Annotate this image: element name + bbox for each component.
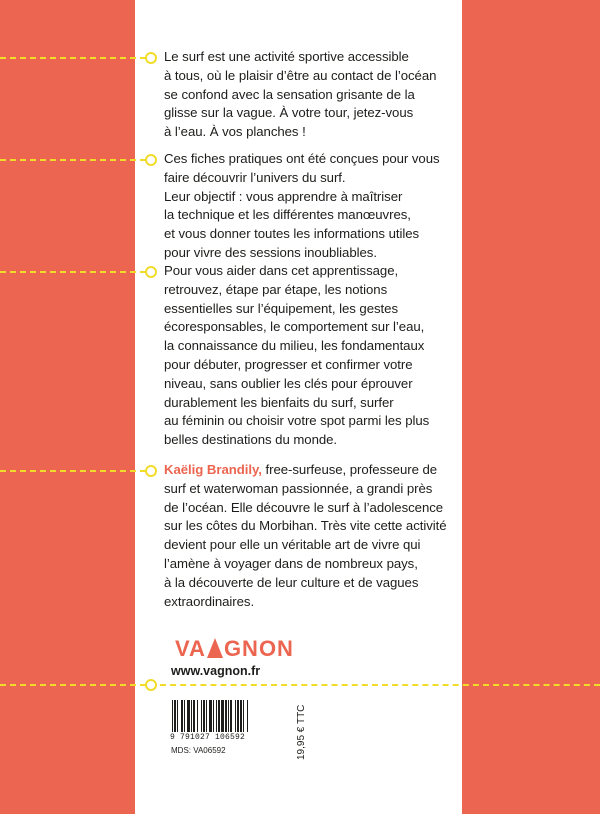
text-line: Leur objectif : vous apprendre à maîtriser — [164, 188, 403, 204]
barcode-bar — [174, 700, 176, 732]
text-line: devient pour elle un véritable art de vivre qui — [164, 537, 421, 553]
text-line: la technique et les différentes manœuvres, — [164, 207, 411, 223]
text-line: belles destinations du monde. — [164, 432, 338, 448]
text-line: Pour vous aider dans cet apprentissage, — [164, 263, 399, 278]
content-paragraph — [164, 262, 454, 450]
dashed-line — [0, 57, 146, 59]
barcode-bar — [209, 700, 212, 732]
text-line — [164, 461, 454, 480]
text-line: Le surf est une activité sportive accessible — [164, 49, 409, 64]
barcode-bar — [203, 700, 205, 732]
connector-marker-1 — [0, 52, 160, 64]
barcode-bar — [184, 700, 185, 732]
text-line: surf et waterwoman passionnée, a grandi près — [164, 480, 433, 496]
isbn-number: 9 791027 106592 — [170, 733, 246, 742]
barcode-bar — [221, 700, 224, 732]
text-line: la connaissance du milieu, les fondamentaux — [164, 338, 425, 354]
connector-marker-3 — [0, 266, 160, 278]
text-line: l’amène à voyager dans de nombreux pays, — [164, 555, 418, 571]
dashed-line — [0, 470, 146, 472]
price-text: 19,95 € TTC — [296, 704, 307, 760]
publisher-logo — [175, 636, 294, 662]
intro-paragraph — [164, 48, 454, 142]
dashed-line — [160, 684, 600, 686]
text-line: à tous, où le plaisir d’être au contact de l’océan — [164, 67, 437, 83]
text-line: à l’eau. À vos planches ! — [164, 124, 306, 140]
text-line: se confond avec la sensation grisante de la — [164, 86, 415, 102]
barcode-bar — [172, 700, 173, 732]
barcode-bar — [230, 700, 232, 732]
objective-paragraph — [164, 150, 454, 263]
barcode-bar — [216, 700, 217, 732]
text-line: sur les côtes du Morbihan. Très vite cette activité — [164, 518, 447, 534]
barcode-block — [170, 700, 280, 744]
barcode-icon — [170, 700, 278, 732]
text-line: niveau, sans oublier les clés pour éprouver — [164, 375, 413, 391]
barcode-bar — [193, 700, 195, 732]
text-line: Ces fiches pratiques ont été conçues pour vous — [164, 151, 440, 166]
barcode-bar — [247, 700, 248, 732]
barcode-bar — [235, 700, 236, 732]
text-line: et vous donner toutes les informations utiles — [164, 226, 420, 242]
barcode-bar — [213, 700, 214, 732]
author-line-rest: free-surfeuse, professeure de — [261, 462, 438, 477]
text-line: au féminin ou choisir votre spot parmi les plus — [164, 413, 430, 429]
dashed-line — [0, 271, 146, 273]
barcode-bar — [228, 700, 229, 732]
circle-bullet-icon — [145, 679, 157, 691]
text-line: faire découvrir l’univers du surf. — [164, 169, 346, 185]
text-line: extraordinaires. — [164, 593, 255, 609]
circle-bullet-icon — [145, 266, 157, 278]
barcode-bar — [177, 700, 178, 732]
circle-bullet-icon — [145, 465, 157, 477]
author-name: Kaëlig Brandily, — [164, 462, 262, 477]
text-line: essentielles sur l’équipement, les gestes — [164, 300, 398, 316]
mds-code: MDS: VA06592 — [171, 746, 226, 755]
text-line: glisse sur la vague. À votre tour, jetez-vous — [164, 105, 414, 121]
connector-marker-2 — [0, 154, 160, 166]
barcode-bar — [243, 700, 244, 732]
sail-icon — [207, 638, 223, 658]
barcode-bar — [201, 700, 202, 732]
barcode-bar — [197, 700, 198, 732]
barcode-bar — [191, 700, 192, 732]
circle-bullet-icon — [145, 154, 157, 166]
connector-marker-4 — [0, 465, 160, 477]
text-line: de l’océan. Elle découvre le surf à l’adolescence — [164, 499, 444, 515]
text-line: écoresponsables, le comportement sur l’eau, — [164, 319, 425, 335]
publisher-url: www.vagnon.fr — [171, 664, 261, 678]
barcode-bar — [225, 700, 227, 732]
barcode-bar — [187, 700, 190, 732]
text-line: pour vivre des sessions inoubliables. — [164, 244, 377, 260]
logo-text-left: VA — [175, 636, 206, 661]
text-line: durablement les bienfaits du surf, surfer — [164, 394, 394, 410]
dashed-line — [0, 159, 146, 161]
barcode-bar — [237, 700, 239, 732]
author-paragraph — [164, 461, 454, 611]
text-line: retrouvez, étape par étape, les notions — [164, 281, 388, 297]
connector-marker-bottom — [0, 679, 600, 691]
barcode-bar — [206, 700, 207, 732]
circle-bullet-icon — [145, 52, 157, 64]
text-line: à la découverte de leur culture et de vagues — [164, 574, 419, 590]
text-line: pour débuter, progresser et confirmer votre — [164, 356, 413, 372]
logo-text-right: GNON — [223, 636, 294, 661]
barcode-bar — [240, 700, 242, 732]
dashed-line — [0, 684, 146, 686]
barcode-bar — [218, 700, 220, 732]
barcode-bar — [181, 700, 183, 732]
